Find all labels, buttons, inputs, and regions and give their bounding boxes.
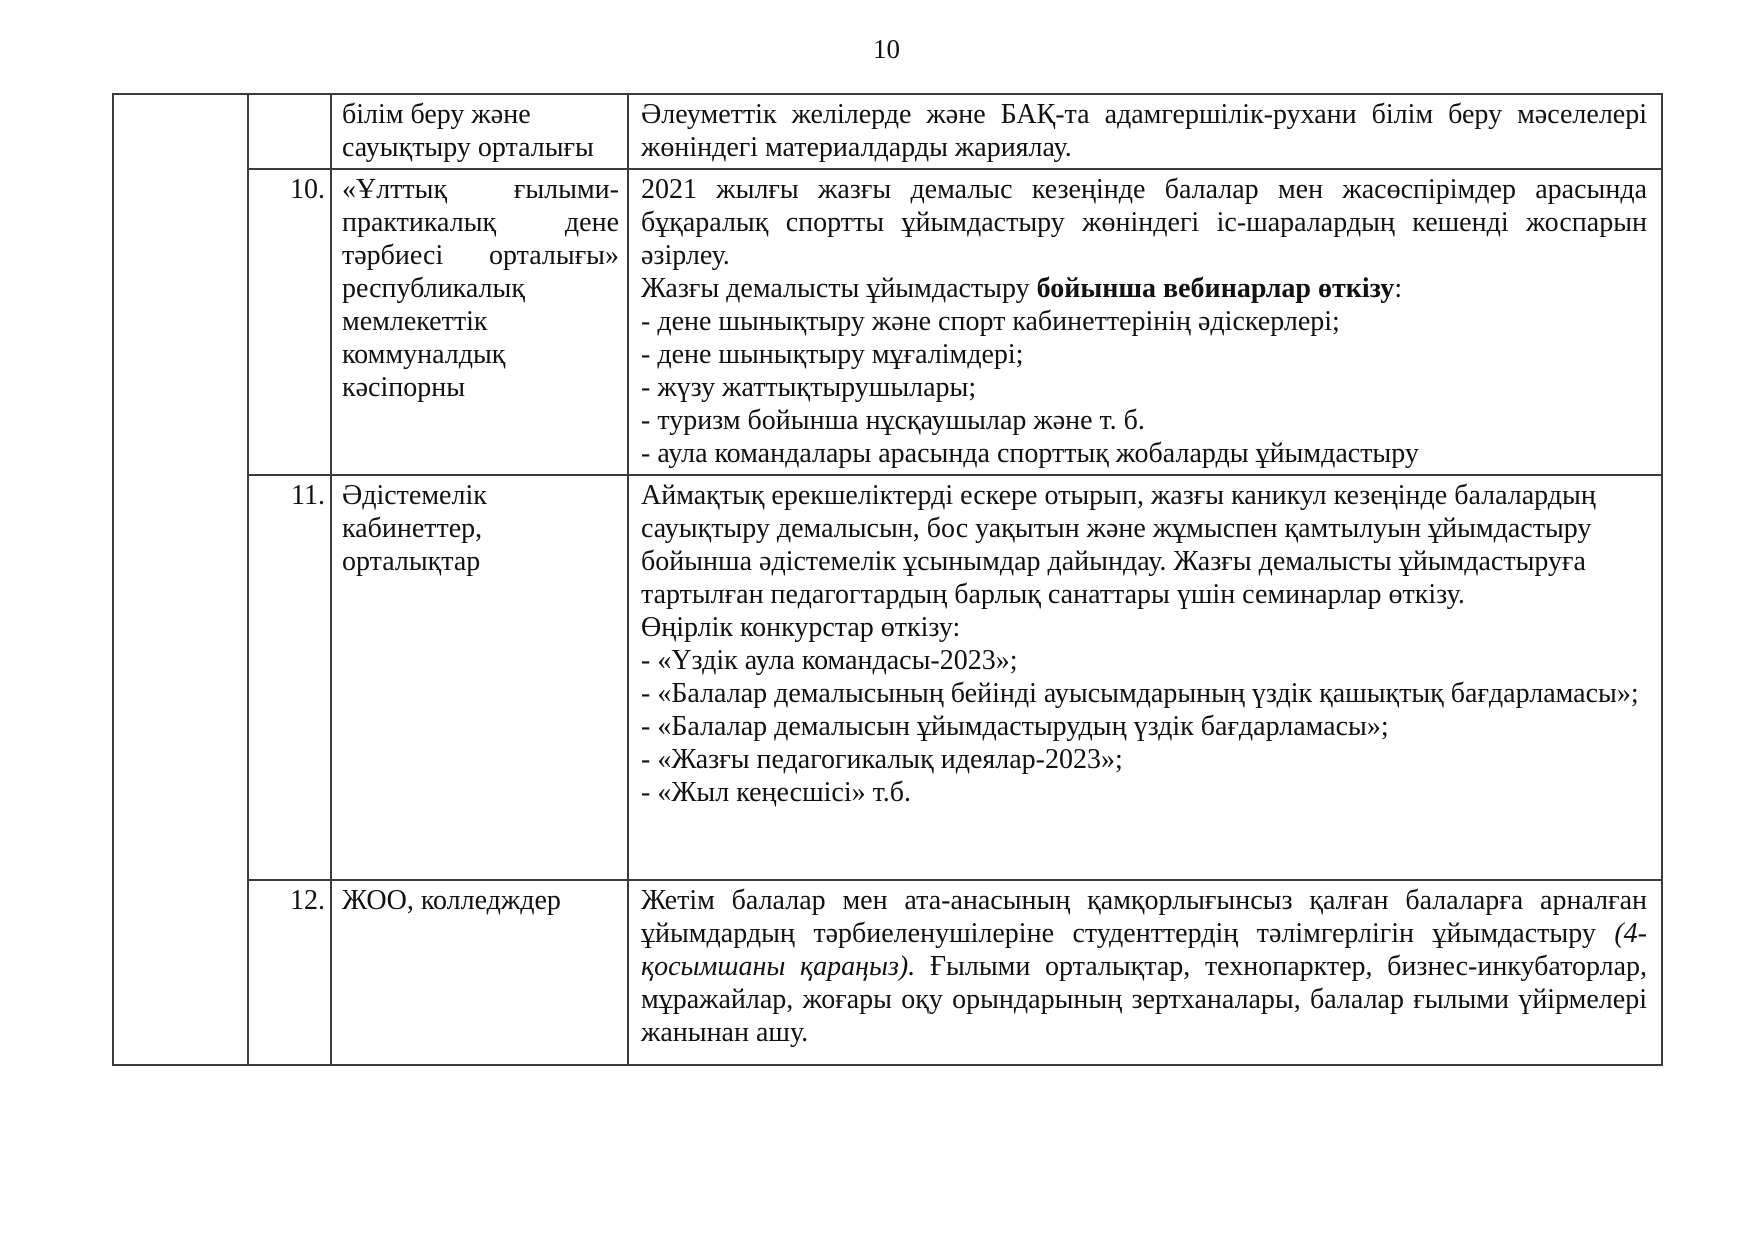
text-run: - «Үздік аула командасы-2023»;	[641, 645, 1018, 676]
paragraph	[641, 98, 1647, 164]
text-run: - дене шынықтыру және спорт кабинеттерінің әдіскерлері;	[641, 306, 1340, 337]
page-number: 10	[873, 34, 900, 64]
paragraph	[641, 677, 1647, 710]
paragraph	[641, 404, 1647, 437]
paragraph	[641, 437, 1647, 470]
left-spacer-cell	[113, 94, 248, 1065]
table-row	[113, 94, 1662, 169]
activities-cell	[628, 169, 1662, 475]
text-run: Әлеуметтік желілерде және БАҚ-та адамгершілік-рухани білім беру мәселелері жөніндегі материалдарды жариялау.	[641, 99, 1647, 163]
text-run: Аймақтық ерекшеліктерді ескере отырып, жазғы каникул кезеңінде балалардың сауықтыру демалысын, бос уақытын және жұмыспен қамтылуын ұйымдастыру бойынша әдістемелік ұсынымдар дайындау. Жазғы демалысты ұйымдастыруға тартылған педагогтардың барлық санаттары үшін семинарлар өткізу.	[641, 480, 1596, 610]
paragraph	[342, 98, 619, 164]
table-row	[113, 169, 1662, 475]
text-run: - «Балалар демалысын ұйымдастырудың үздік бағдарламасы»;	[641, 711, 1389, 742]
text-run: Өңірлік конкурстар өткізу:	[641, 612, 961, 643]
paragraph	[641, 710, 1647, 743]
organization-cell	[331, 880, 628, 1065]
paragraph	[641, 479, 1647, 611]
text-run: - «Жыл кеңесшісі» т.б.	[641, 777, 911, 808]
paragraph	[641, 644, 1647, 677]
text-run: Жетім балалар мен ата-анасының қамқорлығынсыз қалған балаларға арналған ұйымдардың тәрбиеленушілеріне студенттердің тәлімгерлігін ұйымдастыру	[641, 885, 1647, 949]
activities-cell	[628, 475, 1662, 880]
paragraph	[641, 305, 1647, 338]
paragraph	[641, 338, 1647, 371]
row-number-cell	[248, 94, 331, 169]
text-run: - аула командалары арасында спорттық жобаларды ұйымдастыру	[641, 438, 1419, 469]
paragraph	[342, 173, 619, 404]
text-run: - «Жазғы педагогикалық идеялар-2023»;	[641, 744, 1123, 775]
row-number-cell: 11.	[248, 475, 331, 880]
text-run: - жүзу жаттықтырушылары;	[641, 372, 977, 403]
table-row	[113, 475, 1662, 880]
organization-cell	[331, 475, 628, 880]
text-run: ЖОО, колледждер	[342, 885, 561, 916]
plan-table-body	[113, 94, 1662, 1065]
text-run: «Ұлттық ғылыми-практикалық дене тәрбиесі орталығы» республикалық мемлекеттік коммуналдық кәсіпорны	[342, 174, 619, 403]
text-run: - «Балалар демалысының бейінді ауысымдарының үздік қашықтық бағдарламасы»;	[641, 678, 1639, 709]
activities-cell	[628, 880, 1662, 1065]
italic-text: (4-қосымшаны қараңыз).	[641, 918, 1647, 982]
bold-text: бойынша вебинарлар өткізу	[1036, 273, 1395, 304]
paragraph	[641, 776, 1647, 809]
text-run: - туризм бойынша нұсқаушылар және т. б.	[641, 405, 1145, 436]
paragraph	[641, 743, 1647, 776]
paragraph	[641, 611, 1647, 644]
paragraph	[342, 884, 619, 917]
text-run: білім беру және сауықтыру орталығы	[342, 99, 594, 163]
paragraph	[342, 479, 619, 578]
organization-cell	[331, 94, 628, 169]
text-run: Жазғы демалысты ұйымдастыру	[641, 273, 1037, 304]
plan-table	[112, 93, 1663, 1066]
text-run: Әдістемелік кабинеттер, орталықтар	[342, 480, 487, 577]
text-run: Ғылыми орталықтар, технопарктер, бизнес-инкубаторлар, мұражайлар, жоғары оқу орындарының зертханалары, балалар ғылыми үйірмелері жанынан ашу.	[641, 951, 1647, 1048]
text-run: - дене шынықтыру мұғалімдері;	[641, 339, 1024, 370]
paragraph	[641, 173, 1647, 272]
paragraph	[641, 272, 1647, 305]
paragraph	[641, 371, 1647, 404]
row-number-cell: 10.	[248, 169, 331, 475]
table-row	[113, 880, 1662, 1065]
activities-cell	[628, 94, 1662, 169]
organization-cell	[331, 169, 628, 475]
text-run: 2021 жылғы жазғы демалыс кезеңінде балалар мен жасөспірімдер арасында бұқаралық спортты ұйымдастыру жөніндегі іс-шаралардың кешенді жоспарын әзірлеу.	[641, 174, 1647, 271]
paragraph	[641, 884, 1647, 1049]
row-number-cell: 12.	[248, 880, 331, 1065]
text-run: :	[1394, 273, 1403, 304]
